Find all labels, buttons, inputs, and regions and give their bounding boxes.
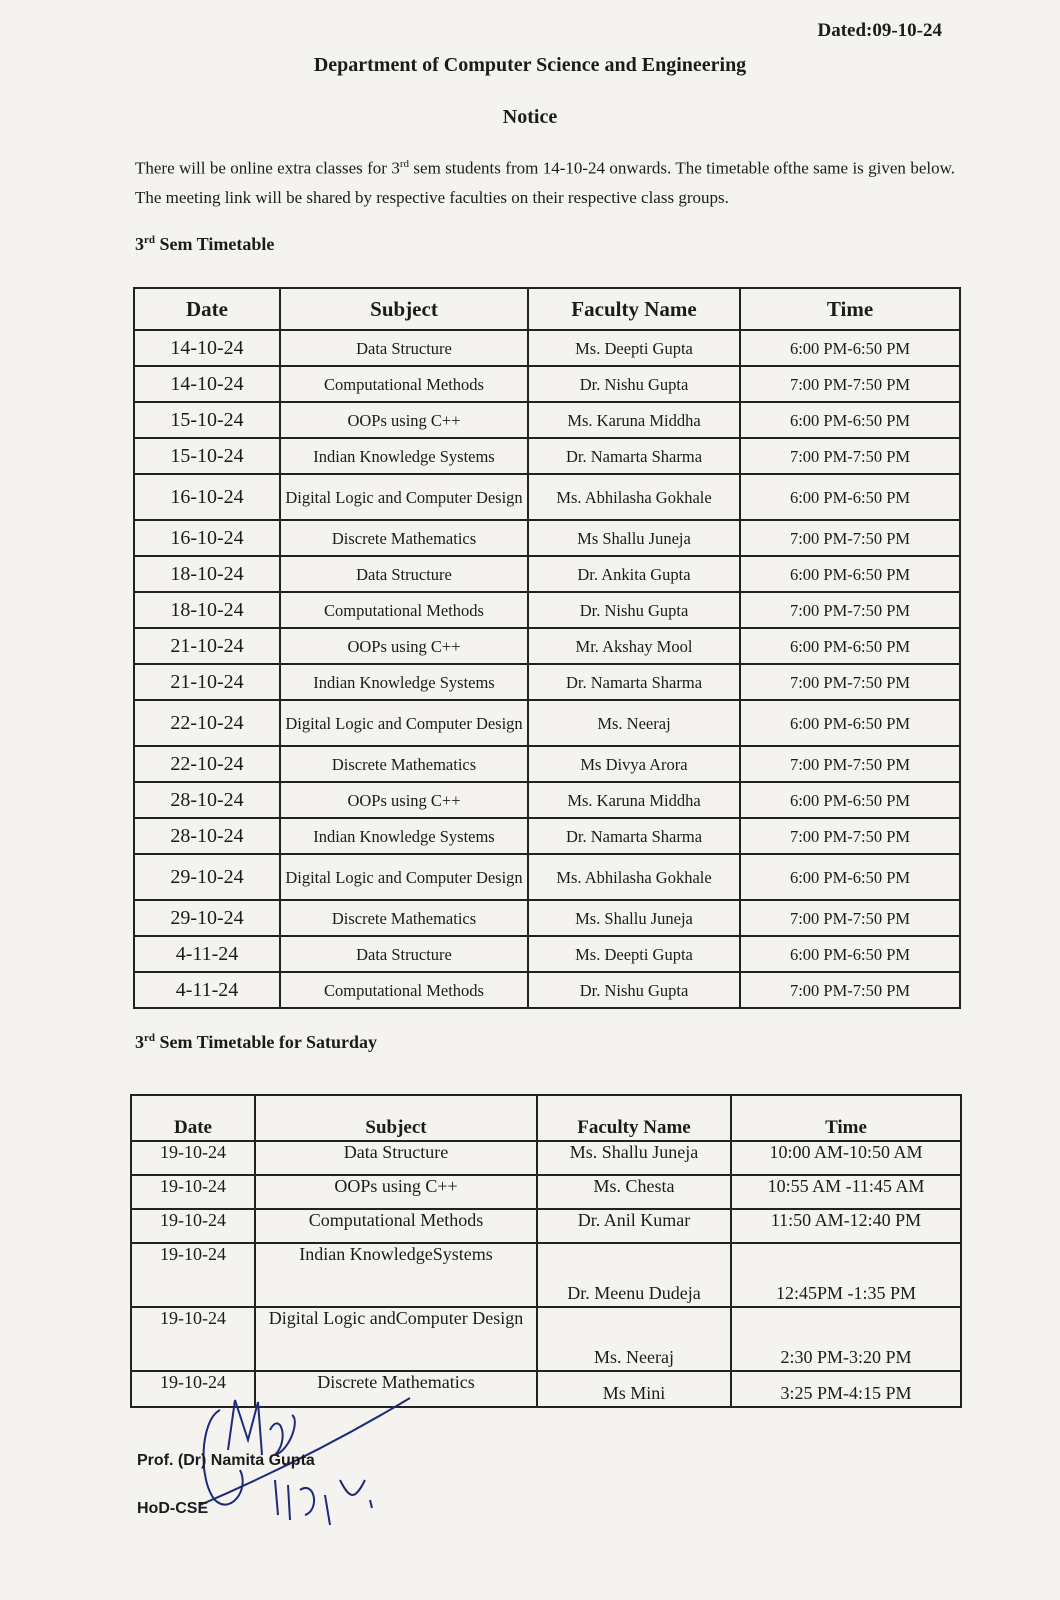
time-cell: 7:00 PM-7:50 PM	[740, 438, 960, 474]
date-cell: 29-10-24	[134, 900, 280, 936]
date-cell: 16-10-24	[134, 474, 280, 520]
faculty-cell: Ms. Shallu Juneja	[528, 900, 740, 936]
table-header-row	[131, 1095, 961, 1141]
faculty-cell: Dr. Namarta Sharma	[528, 818, 740, 854]
subject-cell: Discrete Mathematics	[280, 520, 528, 556]
col-header-faculty: Faculty Name	[528, 288, 740, 330]
date-cell: 18-10-24	[134, 556, 280, 592]
timetable-title-sup: rd	[144, 234, 155, 246]
table-row	[131, 1141, 961, 1175]
date-cell: 4-11-24	[134, 936, 280, 972]
faculty-cell: Dr. Anil Kumar	[537, 1209, 731, 1243]
faculty-cell: Dr. Namarta Sharma	[528, 438, 740, 474]
table-row	[134, 900, 960, 936]
faculty-cell: Ms Divya Arora	[528, 746, 740, 782]
time-cell: 7:00 PM-7:50 PM	[740, 818, 960, 854]
intro-sup: rd	[399, 158, 410, 170]
date-cell: 19-10-24	[131, 1371, 255, 1407]
faculty-cell: Ms. Deepti Gupta	[528, 936, 740, 972]
subject-cell: Computational Methods	[280, 366, 528, 402]
table-row	[134, 366, 960, 402]
notice-title: Notice	[502, 106, 558, 128]
timetable-table	[133, 287, 961, 1009]
subject-cell: Indian Knowledge Systems	[280, 664, 528, 700]
time-cell: 7:00 PM-7:50 PM	[740, 972, 960, 1008]
table-row	[134, 664, 960, 700]
subject-cell: Data Structure	[255, 1141, 537, 1175]
table-row	[134, 556, 960, 592]
col-header-date: Date	[134, 288, 280, 330]
subject-cell: OOPs using C++	[280, 782, 528, 818]
intro-paragraph	[135, 150, 955, 212]
time-cell: 11:50 AM-12:40 PM	[731, 1209, 961, 1243]
signatory-role: HoD-CSE	[137, 1500, 209, 1517]
table-row	[134, 854, 960, 900]
date-cell: 19-10-24	[131, 1307, 255, 1371]
table-row	[134, 592, 960, 628]
subject-cell: Computational Methods	[280, 972, 528, 1008]
faculty-cell: Ms. Chesta	[537, 1175, 731, 1209]
department-title: Department of Computer Science and Engineering	[313, 54, 747, 76]
col-header-time: Time	[731, 1095, 961, 1141]
time-cell: 3:25 PM-4:15 PM	[731, 1371, 961, 1407]
faculty-cell: Ms. Shallu Juneja	[537, 1141, 731, 1175]
saturday-timetable-table	[130, 1094, 962, 1408]
faculty-cell: Ms. Neeraj	[537, 1307, 731, 1371]
timetable-title	[135, 234, 274, 255]
table-row	[134, 474, 960, 520]
table-row	[134, 936, 960, 972]
faculty-cell: Dr. Meenu Dudeja	[537, 1243, 731, 1307]
subject-cell: Indian Knowledge Systems	[280, 438, 528, 474]
date-cell: 19-10-24	[131, 1243, 255, 1307]
subject-cell: Discrete Mathematics	[255, 1371, 537, 1407]
subject-cell: OOPs using C++	[280, 402, 528, 438]
saturday-timetable-title	[135, 1032, 377, 1053]
table-row	[134, 520, 960, 556]
subject-cell: Indian KnowledgeSystems	[255, 1243, 537, 1307]
faculty-cell: Ms Mini	[537, 1371, 731, 1407]
time-cell: 6:00 PM-6:50 PM	[740, 936, 960, 972]
table-row	[134, 330, 960, 366]
col-header-date: Date	[131, 1095, 255, 1141]
time-cell: 7:00 PM-7:50 PM	[740, 366, 960, 402]
subject-cell: Digital Logic andComputer Design	[255, 1307, 537, 1371]
subject-cell: Digital Logic and Computer Design	[280, 854, 528, 900]
time-cell: 7:00 PM-7:50 PM	[740, 900, 960, 936]
table-row	[134, 628, 960, 664]
date-cell: 28-10-24	[134, 818, 280, 854]
intro-text-2: sem students from 14-10-24 onwards. The timetable ofthe same is given below. The meeting link will be shared by respective faculties on their respective class groups.	[135, 158, 956, 207]
time-cell: 7:00 PM-7:50 PM	[740, 746, 960, 782]
time-cell: 6:00 PM-6:50 PM	[740, 474, 960, 520]
time-cell: 7:00 PM-7:50 PM	[740, 520, 960, 556]
timetable-title-num: 3	[135, 234, 144, 254]
faculty-cell: Dr. Nishu Gupta	[528, 592, 740, 628]
subject-cell: OOPs using C++	[255, 1175, 537, 1209]
table-row	[134, 782, 960, 818]
time-cell: 10:55 AM -11:45 AM	[731, 1175, 961, 1209]
date-cell: 21-10-24	[134, 628, 280, 664]
date-cell: 14-10-24	[134, 330, 280, 366]
subject-cell: Data Structure	[280, 556, 528, 592]
signatory-name: Prof. (Dr) Namita Gupta	[137, 1452, 315, 1469]
col-header-subject: Subject	[280, 288, 528, 330]
date-cell: 22-10-24	[134, 700, 280, 746]
timetable-body	[134, 330, 960, 1008]
table-row	[134, 746, 960, 782]
col-header-faculty: Faculty Name	[537, 1095, 731, 1141]
faculty-cell: Ms Shallu Juneja	[528, 520, 740, 556]
date-cell: 19-10-24	[131, 1141, 255, 1175]
time-cell: 6:00 PM-6:50 PM	[740, 402, 960, 438]
subject-cell: OOPs using C++	[280, 628, 528, 664]
faculty-cell: Dr. Nishu Gupta	[528, 366, 740, 402]
table-row	[134, 972, 960, 1008]
saturday-title-sup: rd	[144, 1032, 155, 1044]
time-cell: 10:00 AM-10:50 AM	[731, 1141, 961, 1175]
faculty-cell: Mr. Akshay Mool	[528, 628, 740, 664]
saturday-title-rest: Sem Timetable for Saturday	[155, 1032, 378, 1052]
subject-cell: Digital Logic and Computer Design	[280, 700, 528, 746]
subject-cell: Data Structure	[280, 936, 528, 972]
table-row	[131, 1175, 961, 1209]
date-cell: 15-10-24	[134, 438, 280, 474]
subject-cell: Digital Logic and Computer Design	[280, 474, 528, 520]
date-cell: 29-10-24	[134, 854, 280, 900]
time-cell: 7:00 PM-7:50 PM	[740, 592, 960, 628]
table-row	[131, 1243, 961, 1307]
table-row	[134, 438, 960, 474]
date-cell: 16-10-24	[134, 520, 280, 556]
col-header-time: Time	[740, 288, 960, 330]
timetable-title-rest: Sem Timetable	[155, 234, 275, 254]
date-cell: 28-10-24	[134, 782, 280, 818]
table-row	[134, 402, 960, 438]
subject-cell: Computational Methods	[280, 592, 528, 628]
date-cell: 15-10-24	[134, 402, 280, 438]
date-cell: 18-10-24	[134, 592, 280, 628]
table-row	[134, 700, 960, 746]
faculty-cell: Ms. Abhilasha Gokhale	[528, 474, 740, 520]
date-cell: 21-10-24	[134, 664, 280, 700]
col-header-subject: Subject	[255, 1095, 537, 1141]
faculty-cell: Dr. Namarta Sharma	[528, 664, 740, 700]
time-cell: 6:00 PM-6:50 PM	[740, 628, 960, 664]
subject-cell: Computational Methods	[255, 1209, 537, 1243]
faculty-cell: Ms. Neeraj	[528, 700, 740, 746]
table-row	[131, 1209, 961, 1243]
subject-cell: Discrete Mathematics	[280, 900, 528, 936]
subject-cell: Indian Knowledge Systems	[280, 818, 528, 854]
time-cell: 6:00 PM-6:50 PM	[740, 700, 960, 746]
time-cell: 7:00 PM-7:50 PM	[740, 664, 960, 700]
faculty-cell: Ms. Deepti Gupta	[528, 330, 740, 366]
faculty-cell: Dr. Nishu Gupta	[528, 972, 740, 1008]
table-row	[134, 818, 960, 854]
saturday-timetable-body	[131, 1141, 961, 1407]
time-cell: 6:00 PM-6:50 PM	[740, 854, 960, 900]
date-cell: 14-10-24	[134, 366, 280, 402]
faculty-cell: Dr. Ankita Gupta	[528, 556, 740, 592]
dated-label: Dated:09-10-24	[817, 20, 942, 41]
subject-cell: Discrete Mathematics	[280, 746, 528, 782]
time-cell: 6:00 PM-6:50 PM	[740, 330, 960, 366]
time-cell: 6:00 PM-6:50 PM	[740, 556, 960, 592]
time-cell: 6:00 PM-6:50 PM	[740, 782, 960, 818]
saturday-title-num: 3	[135, 1032, 144, 1052]
intro-text-1: There will be online extra classes for 3	[135, 158, 400, 178]
table-row	[131, 1307, 961, 1371]
date-cell: 4-11-24	[134, 972, 280, 1008]
faculty-cell: Ms. Abhilasha Gokhale	[528, 854, 740, 900]
date-cell: 19-10-24	[131, 1209, 255, 1243]
faculty-cell: Ms. Karuna Middha	[528, 402, 740, 438]
faculty-cell: Ms. Karuna Middha	[528, 782, 740, 818]
table-header-row	[134, 288, 960, 330]
time-cell: 12:45PM -1:35 PM	[731, 1243, 961, 1307]
date-cell: 19-10-24	[131, 1175, 255, 1209]
time-cell: 2:30 PM-3:20 PM	[731, 1307, 961, 1371]
subject-cell: Data Structure	[280, 330, 528, 366]
date-cell: 22-10-24	[134, 746, 280, 782]
